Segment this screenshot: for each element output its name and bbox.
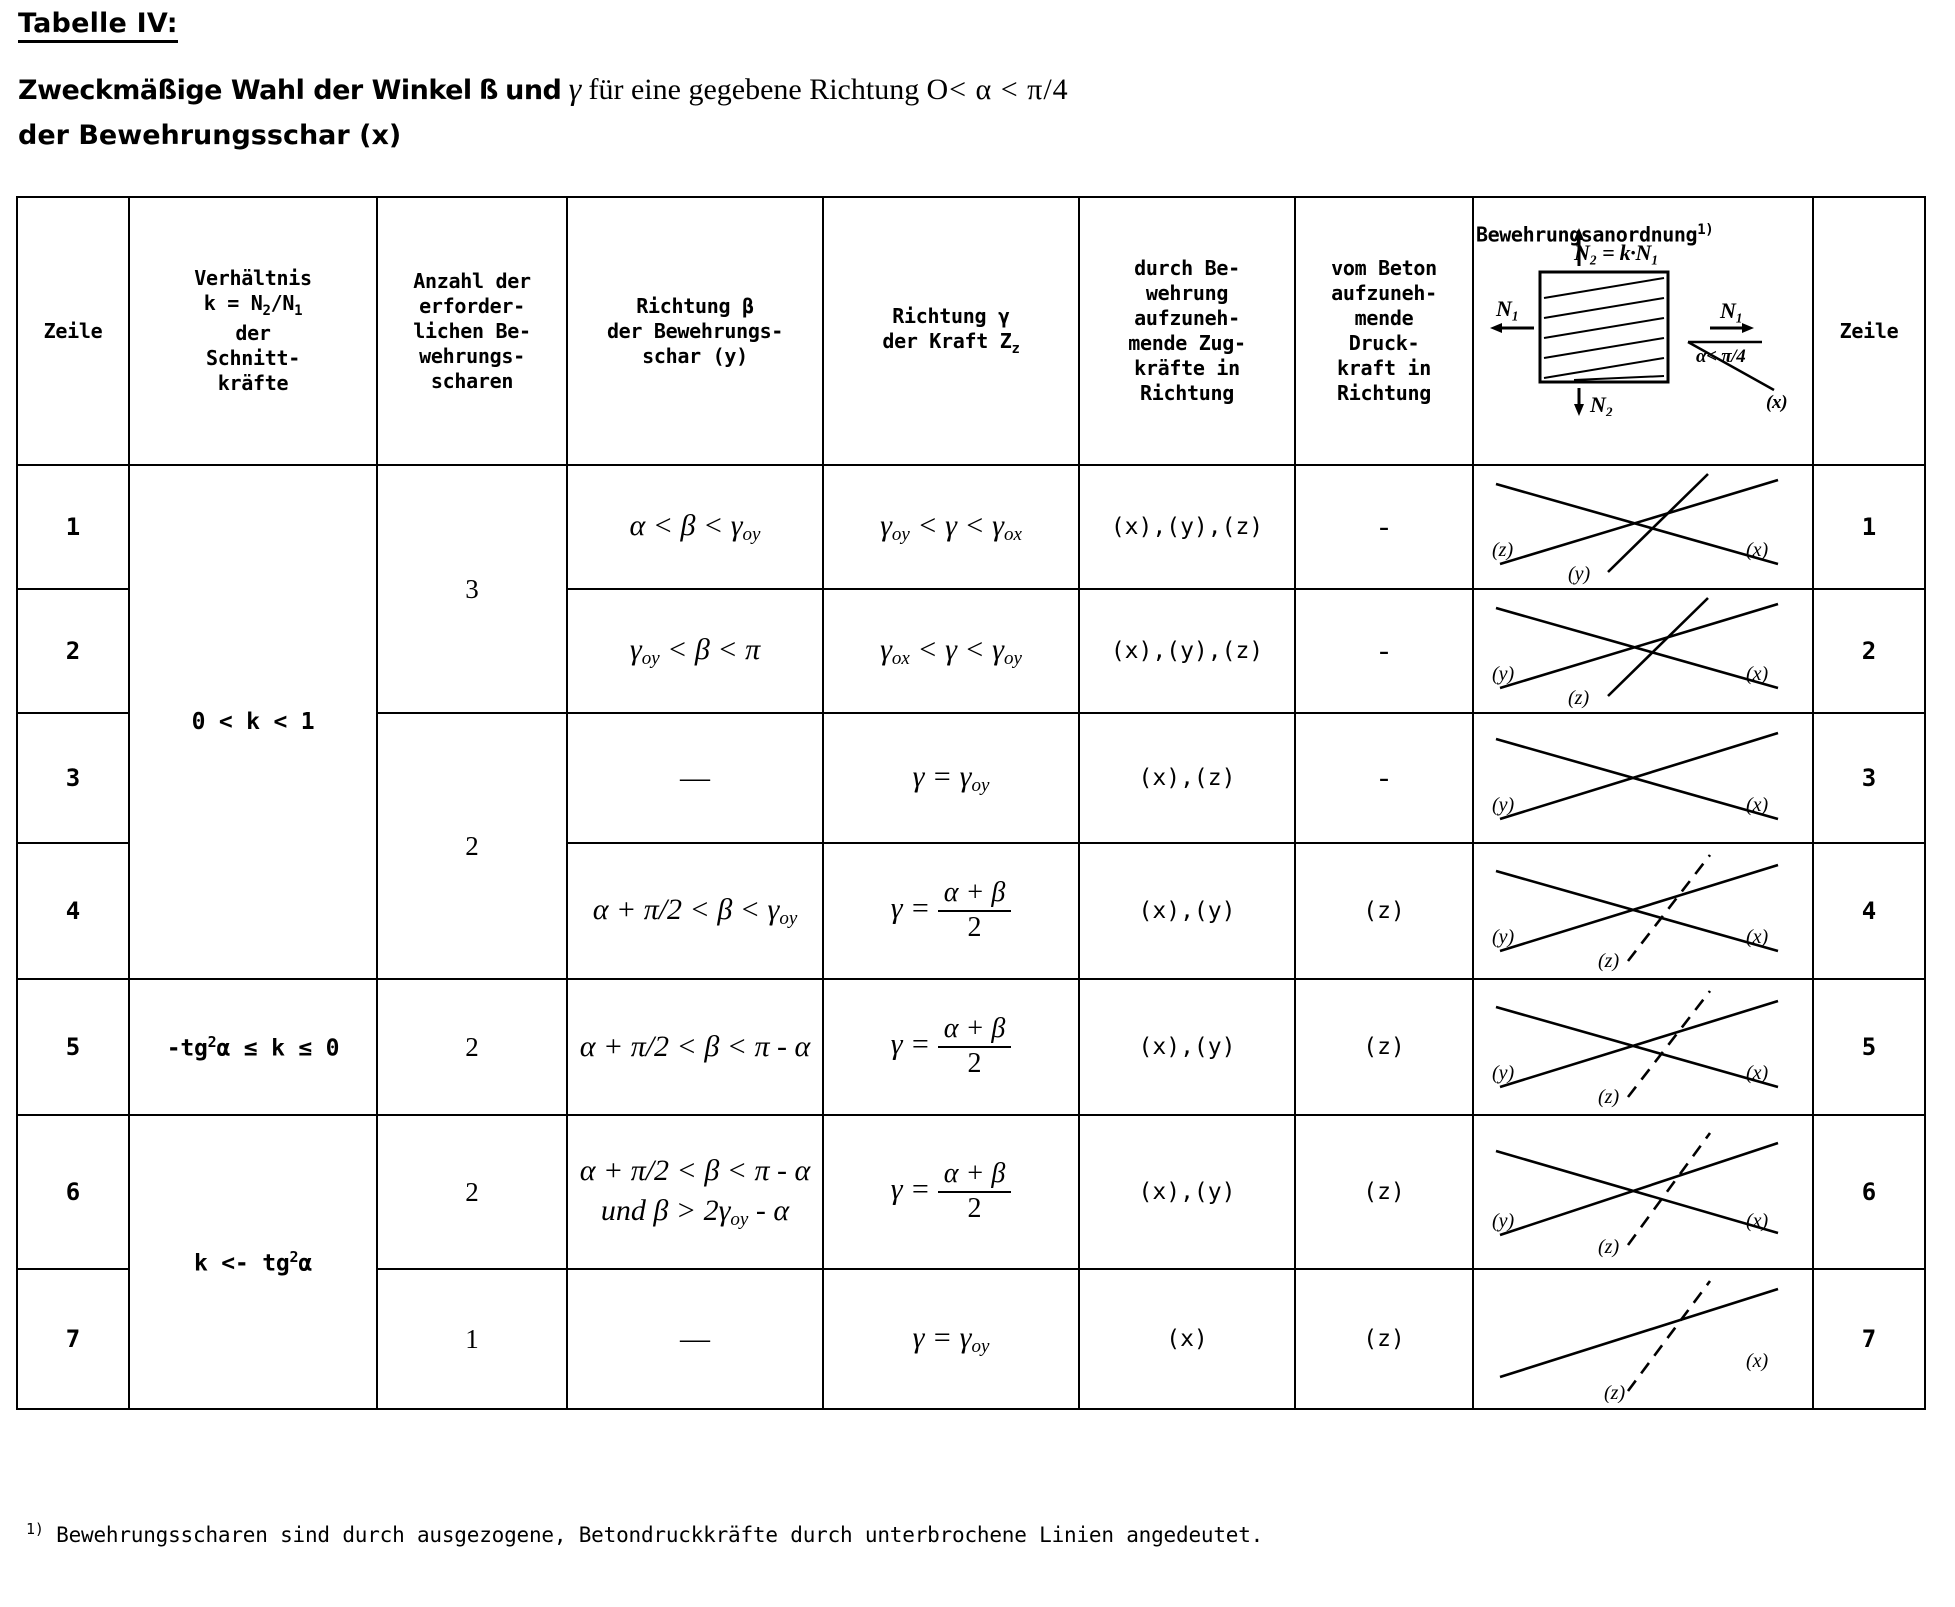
header-count-l2: erforder-: [419, 293, 525, 318]
arrangement-diagram: [1474, 220, 1812, 442]
header-compression-l4: Druck-: [1348, 331, 1420, 355]
header-compression-l5: kraft in: [1337, 356, 1431, 380]
count-cell-2: 2: [377, 713, 567, 979]
gamma-cell: $\gamma_{ox} < \gamma < \gamma_{oy}$: [823, 589, 1079, 713]
header-beta-l1: Richtung β: [636, 293, 754, 318]
header-zeile-left: Zeile: [17, 197, 129, 465]
table-row: [17, 465, 1925, 589]
tension-cell: (x),(y),(z): [1079, 589, 1295, 713]
svg-text:(z): (z): [1598, 950, 1620, 972]
table-header-row: [17, 197, 1925, 465]
header-ratio-line4: Schnitt-: [206, 345, 300, 370]
header-tension-l4: mende Zug-: [1128, 331, 1246, 355]
gamma-cell: γ = $\frac{\alpha + \beta}{2}$: [823, 979, 1079, 1115]
svg-text:(x): (x): [1766, 392, 1788, 413]
svg-text:N₁: N₁: [1720, 298, 1743, 323]
arrangement-cell: [1473, 1269, 1813, 1409]
table-row: [17, 979, 1925, 1115]
header-tension-l5: kräfte in: [1134, 356, 1240, 380]
header-compression: [1295, 197, 1473, 465]
header-count-l1: Anzahl der: [413, 268, 531, 293]
header-beta-direction: [567, 197, 823, 465]
compression-cell: (z): [1295, 1115, 1473, 1269]
beta-cell: α + π/2 < β < π - α: [567, 979, 823, 1115]
tension-cell: (x),(z): [1079, 713, 1295, 843]
row-diagram-7: [1478, 1275, 1808, 1403]
row-diagram-1: [1478, 468, 1808, 586]
k-range-cell-3: $k <- tg^2\alpha$: [129, 1115, 377, 1409]
subtitle-und: und: [505, 75, 562, 107]
header-gamma-l1: Richtung γ: [892, 303, 1010, 328]
header-tension: [1079, 197, 1295, 465]
arrangement-cell: [1473, 465, 1813, 589]
row-number-left: 5: [17, 979, 129, 1115]
arrangement-cell: [1473, 1115, 1813, 1269]
row-number-left: 6: [17, 1115, 129, 1269]
reinforcement-arrangement-svg: [1474, 220, 1810, 416]
svg-text:N₂: N₂: [1590, 392, 1613, 416]
svg-text:(y): (y): [1492, 794, 1515, 816]
header-count-l4: wehrungs-: [419, 343, 525, 368]
row-diagram-3: [1478, 719, 1808, 837]
k-range-cell-1: 0 < k < 1: [129, 465, 377, 979]
row-number-right: 6: [1813, 1115, 1925, 1269]
svg-text:(y): (y): [1492, 1210, 1515, 1232]
footnote-text: Bewehrungsscharen sind durch ausgezogene, Betondruckkräfte durch unterbrochene Linien angedeutet.: [56, 1523, 1264, 1547]
row-number-left: 4: [17, 843, 129, 979]
tension-cell: (x),(y): [1079, 1115, 1295, 1269]
row-diagram-5: [1478, 985, 1808, 1109]
svg-text:(y): (y): [1568, 563, 1591, 585]
k-range-cell-2: $-tg^2\alpha \le k \le 0$: [129, 979, 377, 1115]
header-count-l3: lichen Be-: [413, 318, 531, 343]
header-beta-l3: schar (y): [642, 343, 748, 368]
svg-text:(x): (x): [1746, 794, 1769, 816]
arrangement-cell: [1473, 843, 1813, 979]
beta-cell: —: [567, 1269, 823, 1409]
count-cell: 2: [377, 1115, 567, 1269]
header-ratio: [129, 197, 377, 465]
tension-cell: (x): [1079, 1269, 1295, 1409]
svg-text:(z): (z): [1598, 1236, 1620, 1258]
header-ratio-line3: der: [235, 320, 271, 345]
row-diagram-6: [1478, 1125, 1808, 1259]
svg-text:(x): (x): [1746, 1350, 1769, 1372]
beta-line2: und $\beta > 2\gamma_{oy} - \alpha$: [600, 1194, 790, 1231]
gamma-cell: γ = $\frac{\alpha + \beta}{2}$: [823, 843, 1079, 979]
svg-text:N₁: N₁: [1496, 296, 1519, 321]
header-count: [377, 197, 567, 465]
header-compression-l6: Richtung: [1337, 381, 1431, 405]
svg-text:(x): (x): [1746, 1210, 1769, 1232]
count-cell: 2: [377, 979, 567, 1115]
svg-text:N₂ = k·N₁: N₂ = k·N₁: [1574, 240, 1659, 265]
arrangement-cell: [1473, 589, 1813, 713]
compression-cell: -: [1295, 713, 1473, 843]
gamma-cell: $\gamma = \gamma_{oy}$: [823, 1269, 1079, 1409]
header-tension-l1: durch Be-: [1134, 256, 1240, 280]
header-ratio-line5: kräfte: [217, 370, 289, 395]
arrangement-caption: Bewehrungsanordnung$^{1)}$: [1476, 222, 1714, 247]
beta-cell: $\alpha + \pi/2 < \beta < \gamma_{oy}$: [567, 843, 823, 979]
beta-line1: α + π/2 < β < π - α: [579, 1153, 811, 1187]
compression-cell: -: [1295, 465, 1473, 589]
svg-text:(x): (x): [1746, 1062, 1769, 1084]
beta-cell: $\gamma_{oy} < \beta < \pi$: [567, 589, 823, 713]
header-count-l5: scharen: [430, 368, 514, 393]
row-number-left: 3: [17, 713, 129, 843]
subtitle-bold-part: Zweckmäßige Wahl der Winkel: [18, 75, 472, 107]
arrangement-cell: [1473, 979, 1813, 1115]
compression-cell: (z): [1295, 979, 1473, 1115]
svg-text:(x): (x): [1746, 539, 1769, 561]
compression-cell: (z): [1295, 843, 1473, 979]
header-gamma-l2: der Kraft $Z_z$: [882, 328, 1020, 357]
tension-cell: (x),(y),(z): [1079, 465, 1295, 589]
subtitle: [18, 65, 1918, 155]
svg-text:(y): (y): [1492, 663, 1515, 685]
header-ratio-line2: $k = N_2/N_1$: [203, 291, 303, 320]
gamma-cell: $\gamma_{oy} < \gamma < \gamma_{ox}$: [823, 465, 1079, 589]
row-diagram-2: [1478, 592, 1808, 710]
header-beta-l2: der Bewehrungs-: [606, 318, 784, 343]
row-number-left: 1: [17, 465, 129, 589]
row-number-right: 5: [1813, 979, 1925, 1115]
footnote: [26, 1520, 1916, 1547]
header-compression-l3: mende: [1354, 306, 1414, 330]
gamma-cell: γ = $\frac{\alpha + \beta}{2}$: [823, 1115, 1079, 1269]
svg-text:(z): (z): [1492, 539, 1514, 561]
row-number-left: 2: [17, 589, 129, 713]
page-title: Tabelle IV:: [18, 8, 178, 43]
header-compression-l1: vom Beton: [1331, 256, 1437, 280]
header-tension-l6: Richtung: [1140, 381, 1234, 405]
header-ratio-line1: Verhältnis: [194, 266, 312, 291]
header-gamma-direction: [823, 197, 1079, 465]
tension-cell: (x),(y): [1079, 979, 1295, 1115]
header-compression-l2: aufzuneh-: [1331, 281, 1437, 305]
header-tension-l2: wehrung: [1145, 281, 1229, 305]
subtitle-range: O< α < π/4: [926, 73, 1069, 107]
subtitle-beta-symbol: ß: [478, 75, 498, 107]
row-number-right: 1: [1813, 465, 1925, 589]
row-diagram-4: [1478, 849, 1808, 973]
header-tension-l3: aufzuneh-: [1134, 306, 1240, 330]
main-table: [16, 196, 1926, 1410]
compression-cell: (z): [1295, 1269, 1473, 1409]
svg-text:(y): (y): [1492, 926, 1515, 948]
subtitle-gamma-symbol: γ: [568, 70, 582, 107]
row-number-left: 7: [17, 1269, 129, 1409]
table-row: [17, 1115, 1925, 1269]
svg-text:α< π/4: α< π/4: [1696, 346, 1746, 367]
header-arrangement: [1473, 197, 1813, 465]
gamma-cell: $\gamma = \gamma_{oy}$: [823, 713, 1079, 843]
compression-cell: -: [1295, 589, 1473, 713]
svg-text:(z): (z): [1568, 687, 1590, 709]
svg-text:(x): (x): [1746, 926, 1769, 948]
count-cell-3: 3: [377, 465, 567, 713]
subtitle-rest: für eine gegebene Richtung: [588, 73, 920, 107]
title-block: [18, 8, 1918, 155]
tension-cell: (x),(y): [1079, 843, 1295, 979]
beta-cell: —: [567, 713, 823, 843]
beta-cell: $\alpha < \beta < \gamma_{oy}$: [567, 465, 823, 589]
subtitle-line2: der Bewehrungsschar (x): [18, 119, 402, 151]
footnote-marker: 1): [26, 1520, 44, 1538]
header-zeile-right: Zeile: [1813, 197, 1925, 465]
svg-text:(x): (x): [1746, 663, 1769, 685]
arrangement-cell: [1473, 713, 1813, 843]
row-number-right: 7: [1813, 1269, 1925, 1409]
row-number-right: 4: [1813, 843, 1925, 979]
beta-cell: [567, 1115, 823, 1269]
row-number-right: 2: [1813, 589, 1925, 713]
svg-text:(y): (y): [1492, 1062, 1515, 1084]
svg-text:(z): (z): [1604, 1382, 1626, 1403]
row-number-right: 3: [1813, 713, 1925, 843]
count-cell: 1: [377, 1269, 567, 1409]
svg-text:(z): (z): [1598, 1086, 1620, 1108]
